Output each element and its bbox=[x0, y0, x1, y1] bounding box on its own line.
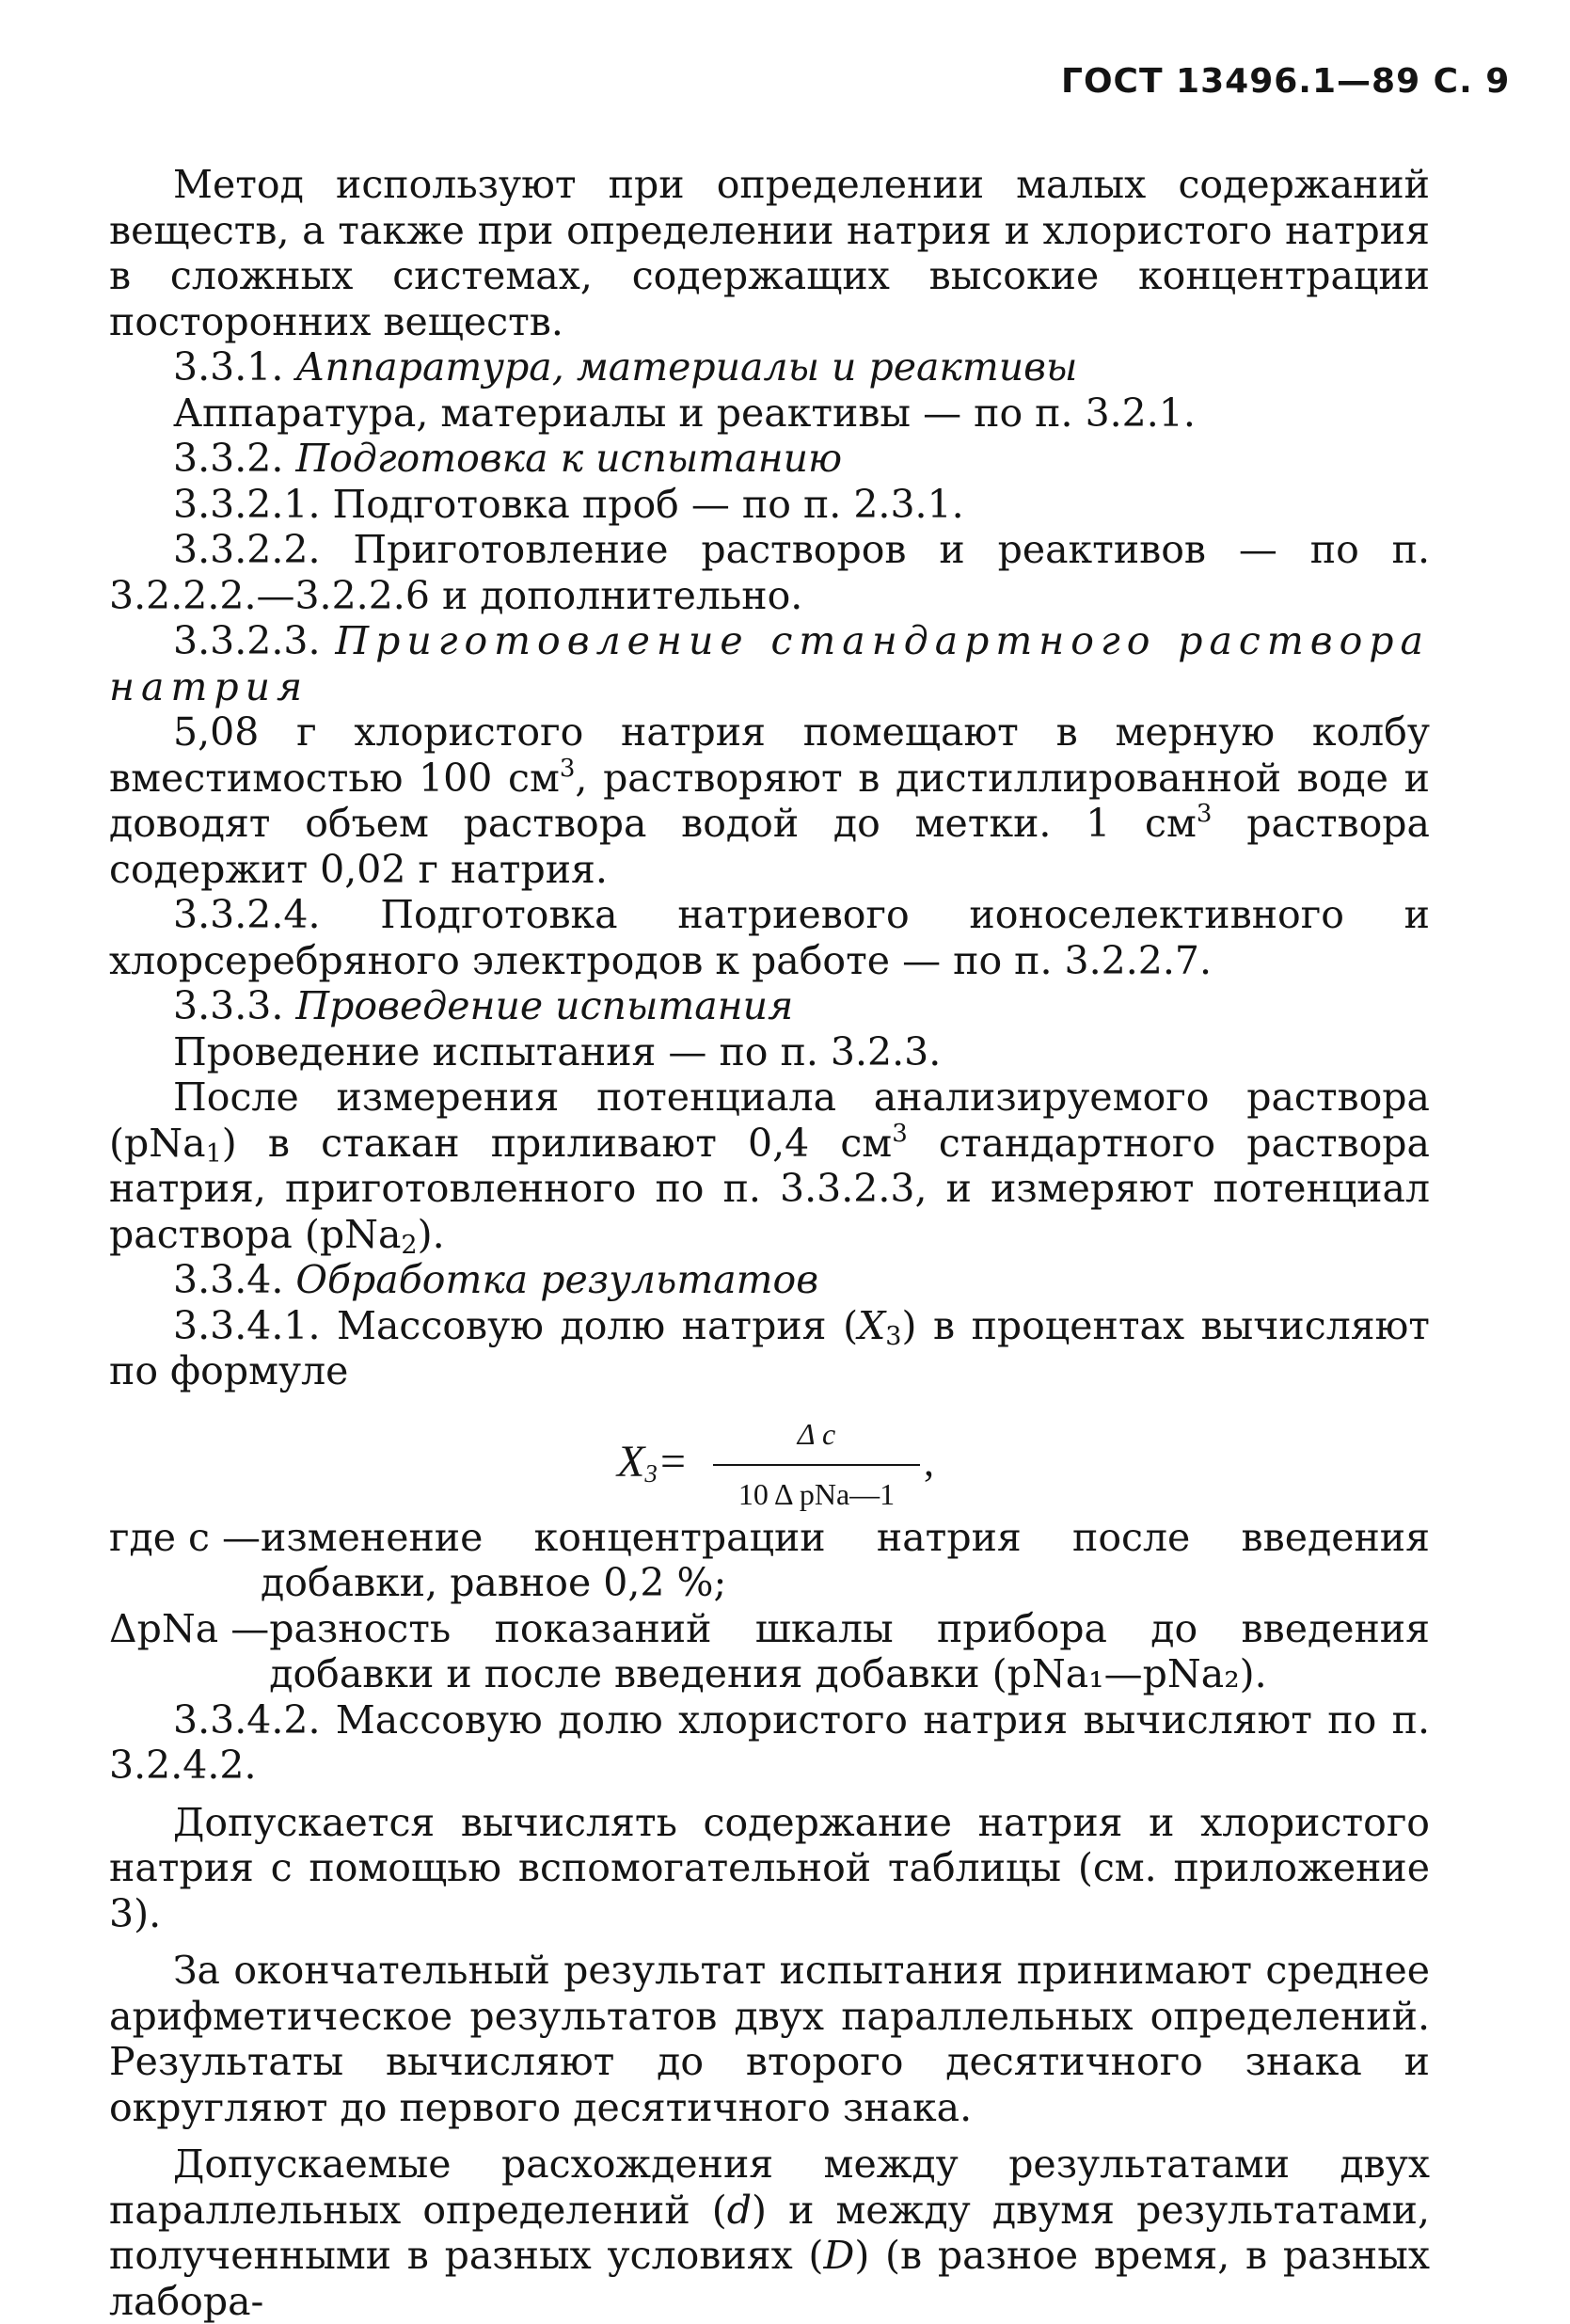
definition-term: ΔpNa — bbox=[109, 1605, 270, 1651]
document-body bbox=[109, 162, 1430, 2324]
paragraph-3-3-4-1 bbox=[109, 1303, 1430, 1394]
variable-d: d bbox=[726, 2187, 753, 2233]
section-title: Аппаратура, материалы и реактивы bbox=[295, 344, 1078, 390]
section-number: 3.3.4. bbox=[173, 1257, 284, 1302]
text-run: , растворяют в дистиллированной воде и доводят объем раствора водой до метки. 1 см bbox=[109, 755, 1430, 846]
paragraph-3-3-2-1: 3.3.2.1. Подготовка проб — по п. 2.3.1. bbox=[173, 481, 964, 527]
text-run: ) в стакан приливают 0,4 см bbox=[221, 1120, 893, 1166]
section-3-3-3-heading bbox=[109, 983, 1430, 1029]
formula-variable: X bbox=[617, 1436, 645, 1487]
formula-x3 bbox=[109, 1394, 1430, 1515]
paragraph-3-3-4-2: 3.3.4.2. Массовую долю хлористого натрия вычисляют по п. 3.2.4.2. bbox=[109, 1696, 1430, 1788]
paragraph-3-3-2-4: 3.3.2.4. Подготовка натриевого ионоселективного и хлорсеребряного электродов к работе — по п. 3.2.2.7. bbox=[109, 892, 1430, 983]
section-number: 3.3.2.3. bbox=[173, 618, 321, 663]
paragraph-3-3-1: Аппаратура, материалы и реактивы — по п. 3.2.1. bbox=[173, 390, 1196, 436]
page-header: ГОСТ 13496.1—89 С. 9 bbox=[1061, 62, 1511, 101]
variable-D: D bbox=[823, 2233, 855, 2278]
definition-desc: разность показаний шкалы прибора до введения добавки и после введения добавки (pNa₁—pNa₂). bbox=[269, 1605, 1430, 1696]
superscript: 3 bbox=[559, 754, 576, 783]
definition-term: где c — bbox=[109, 1514, 262, 1560]
text-run: ) в процентах вычисляют по формуле bbox=[109, 1302, 1430, 1393]
text-run: Допускаемые расхождения между результатами двух параллельных определений ( bbox=[109, 2141, 1430, 2233]
paragraph-3-3-2-2: 3.3.2.2. Приготовление растворов и реактивов — по п. 3.2.2.2.—3.2.2.6 и дополнительно. bbox=[109, 527, 1430, 618]
text-run: ) и между двумя результатами, полученными в разных условиях ( bbox=[109, 2187, 1430, 2278]
definition-c bbox=[109, 1515, 1430, 1606]
text-run: раствора содержит 0,02 г натрия. bbox=[109, 801, 1431, 892]
paragraph-discrepancies bbox=[109, 2141, 1430, 2324]
subscript: 1 bbox=[205, 1138, 222, 1169]
text-run: ). bbox=[417, 1211, 445, 1257]
paragraph-3-3-3: Проведение испытания — по п. 3.2.3. bbox=[173, 1028, 942, 1074]
section-3-3-1-heading bbox=[109, 344, 1430, 390]
section-3-3-2-3-heading bbox=[109, 618, 1430, 709]
text-run: 5,08 г хлористого натрия помещают в мерную колбу вместимостью 100 см bbox=[109, 709, 1430, 801]
section-3-3-2-heading bbox=[109, 436, 1430, 482]
text-run: ) (в разное время, в разных лабора- bbox=[109, 2233, 1430, 2324]
formula-comma: , bbox=[924, 1438, 934, 1485]
subscript: 3 bbox=[885, 1321, 902, 1351]
paragraph-3-3-2-3 bbox=[109, 709, 1430, 892]
definition-desc: изменение концентрации натрия после введения добавки, равное 0,2 %; bbox=[261, 1514, 1430, 1605]
definition-dpna bbox=[109, 1606, 1430, 1697]
section-title-spaced: Приготовление стандартного раствора натрия bbox=[109, 618, 1430, 709]
formula-subscript: 3 bbox=[644, 1458, 658, 1488]
superscript: 3 bbox=[892, 1119, 908, 1148]
paragraph-method: Метод используют при определении малых содержаний веществ, а также при определении натрия и хлористого натрия в сложных системах, содержащих высокие концентрации посторонних веществ. bbox=[109, 162, 1430, 344]
variable: X bbox=[858, 1302, 886, 1348]
formula-numerator: Δ c bbox=[713, 1411, 920, 1467]
section-title: Обработка результатов bbox=[295, 1257, 819, 1302]
formula-fraction bbox=[713, 1411, 920, 1518]
text-run: стандартного раствора натрия, приготовленного по п. 3.3.2.3, и измеряют потенциал раствора (pNa bbox=[109, 1120, 1430, 1257]
subscript: 2 bbox=[401, 1230, 418, 1260]
section-number: 3.3.2. bbox=[173, 436, 284, 481]
section-title: Проведение испытания bbox=[295, 983, 794, 1028]
section-title: Подготовка к испытанию bbox=[295, 436, 843, 481]
section-number: 3.3.1. bbox=[173, 344, 284, 390]
paragraph-allowed: Допускается вычислять содержание натрия и хлористого натрия с помощью вспомогательной таблицы (см. приложение 3). bbox=[109, 1799, 1430, 1936]
paragraph-after-measurement bbox=[109, 1074, 1430, 1260]
superscript: 3 bbox=[1196, 800, 1213, 828]
section-number: 3.3.3. bbox=[173, 983, 284, 1028]
formula-denominator: 10 Δ pNa—1 bbox=[737, 1477, 896, 1511]
formula-equals: = bbox=[657, 1436, 689, 1487]
text-run: 3.3.4.1. Массовую долю натрия ( bbox=[173, 1302, 859, 1348]
text-run: После измерения потенциала анализируемого раствора (pNa bbox=[109, 1074, 1430, 1166]
formula-lhs bbox=[617, 1436, 689, 1488]
paragraph-final-result: За окончательный результат испытания принимают среднее арифметическое результатов двух параллельных определений. Результаты вычисляют до второго десятичного знака и округляют до первого десятичного знака. bbox=[109, 1948, 1430, 2130]
section-3-3-4-heading bbox=[109, 1257, 1430, 1303]
